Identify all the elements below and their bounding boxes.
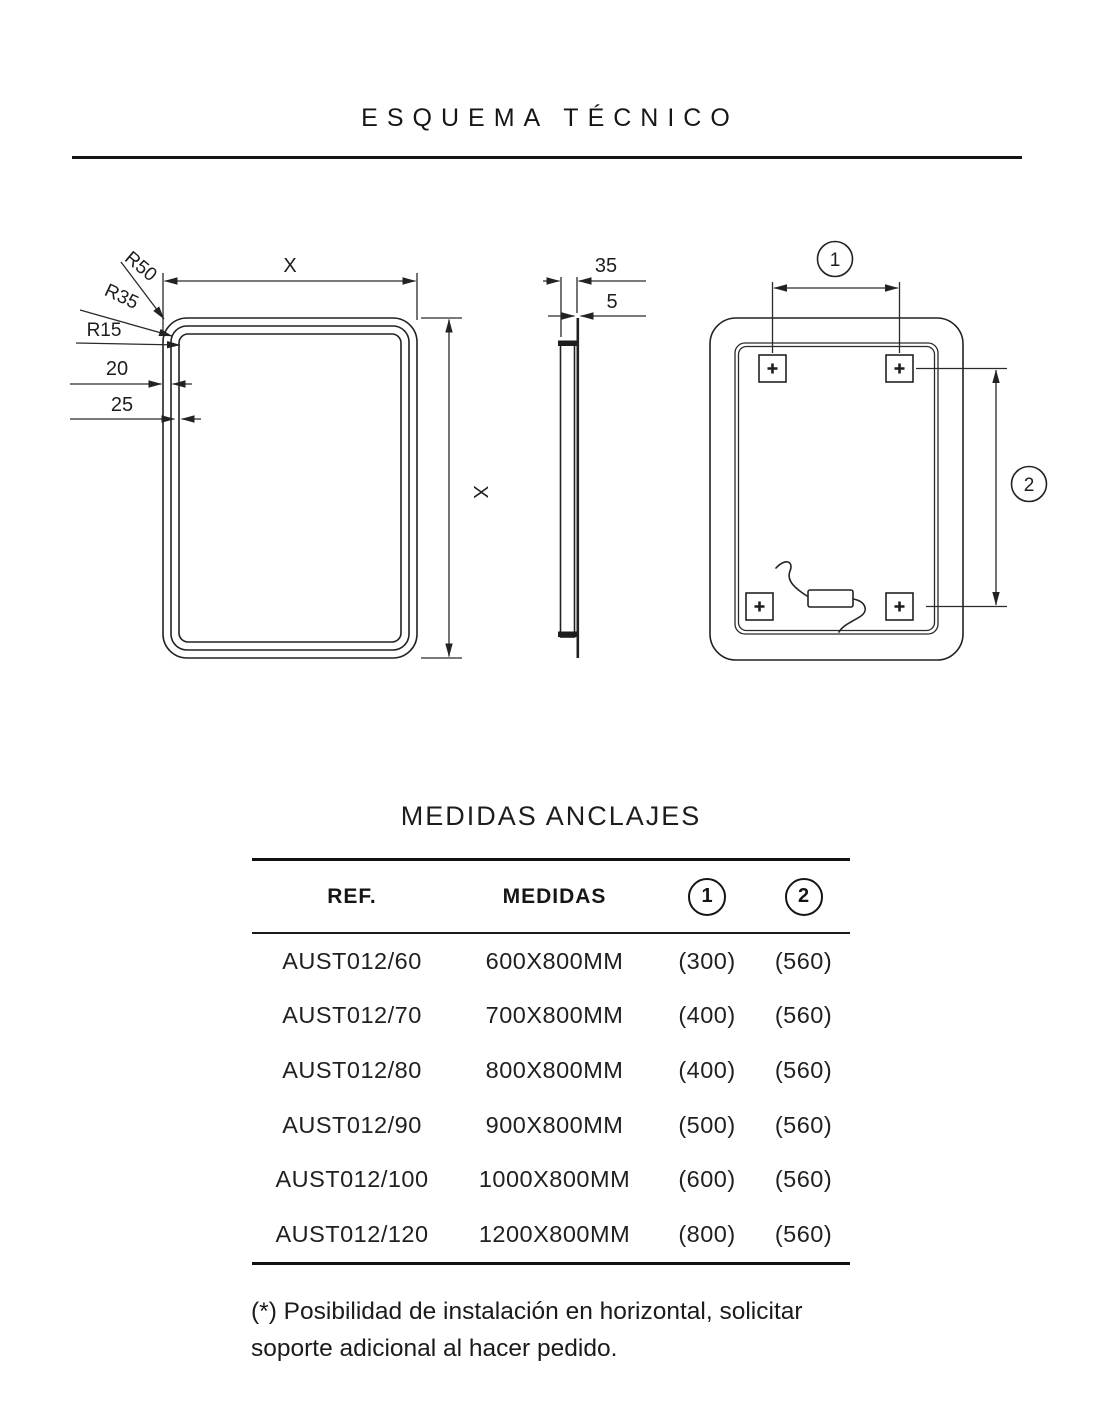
cell-ref: AUST012/90: [282, 1111, 422, 1138]
cell-c2: (560): [774, 1111, 833, 1138]
cell-c1: (500): [678, 1111, 736, 1138]
cell-c1: (800): [678, 1220, 736, 1247]
cell-ref: AUST012/70: [282, 1002, 422, 1029]
back-outer-frame: [710, 318, 963, 660]
cell-ref: AUST012/120: [275, 1220, 429, 1247]
cell-c2: (560): [774, 1056, 833, 1083]
front-height-dimension: [421, 318, 491, 658]
led-driver-unit: [776, 562, 865, 632]
cell-medidas: 1200X800MM: [478, 1220, 631, 1247]
power-cable-bottom: [839, 599, 865, 632]
side-glass-dimension: [548, 291, 646, 316]
table-row: [252, 989, 850, 1044]
dim-2-number: 2: [1023, 475, 1035, 496]
table-row: [252, 1043, 850, 1098]
footnote-line-2: soporte adicional al hacer pedido.: [251, 1335, 618, 1362]
back-inner-frame-2: [739, 347, 935, 631]
header-medidas: MEDIDAS: [502, 884, 607, 908]
back-view: [710, 242, 1047, 661]
page-title: ESQUEMA TÉCNICO: [361, 104, 739, 132]
header-ref: REF.: [327, 884, 377, 908]
side-depth-label: 35: [594, 255, 618, 277]
cell-ref: AUST012/100: [275, 1166, 429, 1193]
power-cable-top: [776, 562, 807, 596]
radius-middle-label: R35: [101, 280, 142, 314]
footnote: [251, 1293, 803, 1367]
footnote-line-1: (*) Posibilidad de instalación en horizontal, solicitar: [251, 1298, 803, 1325]
cell-medidas: 900X800MM: [485, 1111, 624, 1138]
cell-ref: AUST012/80: [282, 1056, 422, 1083]
table-row: [252, 934, 850, 989]
radius-outer-label: R50: [120, 247, 161, 287]
front-offset-dimensions: [70, 358, 201, 419]
cell-medidas: 1000X800MM: [478, 1166, 631, 1193]
cell-c1: (400): [678, 1002, 736, 1029]
side-depth-dimension: [543, 255, 646, 337]
anchor-dimension-1: [773, 242, 900, 354]
table-header-row: [252, 861, 850, 932]
cell-c2: (560): [774, 947, 833, 974]
cell-medidas: 800X800MM: [485, 1056, 624, 1083]
front-inner-frame: [179, 334, 401, 642]
cell-c2: (560): [774, 1002, 833, 1029]
offset-20-label: 20: [105, 358, 129, 380]
front-view: [70, 248, 491, 658]
anchor-measurements-table: [252, 858, 850, 1265]
screw-cross-icon: [768, 364, 778, 374]
cell-medidas: 700X800MM: [485, 1002, 624, 1029]
front-middle-frame: [171, 326, 409, 650]
cell-c1: (300): [678, 947, 736, 974]
table-title: MEDIDAS ANCLAJES: [400, 801, 702, 831]
table-row: [252, 1152, 850, 1207]
side-body: [561, 343, 575, 637]
header-circle-2: 2: [785, 878, 823, 916]
screw-cross-icon: [755, 602, 765, 612]
side-glass-label: 5: [606, 291, 618, 313]
cell-c2: (560): [774, 1220, 833, 1247]
cell-ref: AUST012/60: [282, 947, 422, 974]
table-row: [252, 1098, 850, 1153]
front-outer-frame: [163, 318, 417, 658]
cell-c2: (560): [774, 1166, 833, 1193]
radius-inner-label: R15: [86, 320, 122, 341]
table-body: [252, 934, 850, 1262]
front-width-label: X: [283, 255, 297, 277]
anchor-brackets: [746, 355, 913, 620]
offset-25-label: 25: [110, 394, 134, 416]
screw-cross-icon: [895, 364, 905, 374]
side-view: [543, 255, 646, 658]
anchor-dimension-2: [916, 369, 1047, 607]
side-top-cap: [558, 341, 577, 347]
table-bottom-rule: [252, 1262, 850, 1265]
front-radius-callouts: [76, 248, 180, 345]
front-height-label: X: [469, 485, 491, 499]
side-bottom-cap: [558, 632, 577, 638]
cell-c1: (600): [678, 1166, 736, 1193]
header-circle-1: 1: [688, 878, 726, 916]
driver-box: [808, 590, 853, 607]
dim-1-number: 1: [829, 250, 841, 271]
table-row: [252, 1207, 850, 1262]
front-width-dimension: [163, 255, 417, 331]
cell-c1: (400): [678, 1056, 736, 1083]
screw-cross-icon: [895, 602, 905, 612]
cell-medidas: 600X800MM: [485, 947, 624, 974]
